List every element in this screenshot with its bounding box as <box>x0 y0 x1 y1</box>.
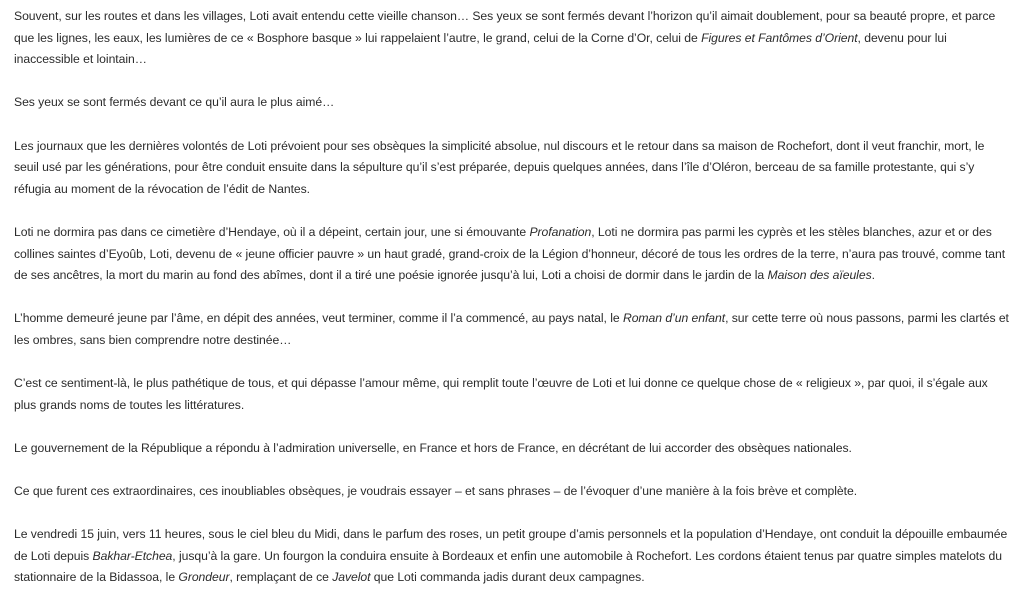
italic-title-text: Roman d’un enfant <box>622 311 726 326</box>
paragraph-text: que Loti commanda jadis durant deux campagnes. <box>370 570 645 585</box>
italic-title-text: Grondeur <box>178 570 230 585</box>
italic-title-text: Maison des aïeules <box>767 268 872 283</box>
article-paragraph <box>14 373 1010 416</box>
article-paragraph <box>14 92 1010 114</box>
article-paragraph <box>14 308 1010 351</box>
italic-title-text: Figures et Fantômes d’Orient <box>701 30 858 45</box>
paragraph-text: Ce que furent ces extraordinaires, ces inoubliables obsèques, je voudrais essayer – et sans phrases – de l’évoquer d’une manière à la fois brève et complète. <box>14 484 858 499</box>
paragraph-text: , sur cette terre où nous passons, parmi les clartés et les ombres, sans bien comprendre notre destinée… <box>14 311 1009 347</box>
paragraph-text: Ses yeux se sont fermés devant ce qu’il aura le plus aimé… <box>14 95 335 110</box>
article-paragraph <box>14 136 1010 201</box>
paragraph-text: , remplaçant de ce <box>229 570 333 585</box>
article-paragraph <box>14 222 1010 287</box>
paragraph-text: Le vendredi 15 juin, vers 11 heures, sous le ciel bleu du Midi, dans le parfum des roses, un petit groupe d’amis personnels et la population d’Hendaye, ont conduit la dépouille embaumée de Loti depuis <box>14 527 1008 563</box>
paragraph-text: Les journaux que les dernières volontés de Loti prévoient pour ses obsèques la simplicité absolue, nul discours et le retour dans sa maison de Rochefort, dont il veut franchir, mort, le seuil usé par les générations, pour être conduit ensuite dans la sépulture qu’il s’est préparée, depuis quelques années, dans l’île d’Oléron, berceau de sa famille protestante, qui s’y réfugia au moment de la révocation de l’édit de Nantes. <box>14 138 985 196</box>
paragraph-text: . <box>871 268 875 283</box>
paragraph-text: Souvent, sur les routes et dans les villages, Loti avait entendu cette vieille chanson… Ses yeux se sont fermés devant l’horizon qu’il aimait doublement, pour sa beauté propre, et parce que les lignes, les eaux, les lumières de ce « Bosphore basque » lui rappelaient l’autre, le grand, celui de la Corne d’Or, celui de <box>14 9 996 45</box>
article-paragraph <box>14 438 1010 460</box>
paragraph-text: , Loti ne dormira pas parmi les cyprès et les stèles blanches, azur et or des collines saintes d’Eyoûb, Loti, devenu de « jeune officier pauvre » un haut gradé, grand-croix de la Légion d’honneur, décoré de tous les ordres de la terre, n’aura pas trouvé, comme tant de ses ancêtres, la mort du marin au fond des abîmes, dont il a tiré une poésie ignorée jusqu’à lui, Loti a choisi de dormir dans le jardin de la <box>14 224 1006 283</box>
italic-title-text: Profanation <box>529 224 592 239</box>
paragraph-text: Loti ne dormira pas dans ce cimetière d’Hendaye, où il a dépeint, certain jour, une si émouvante <box>14 224 530 239</box>
paragraph-text: , devenu pour lui inaccessible et lointain… <box>14 30 947 67</box>
article-paragraph <box>14 524 1010 589</box>
article-paragraph <box>14 6 1010 71</box>
italic-title-text: Bakhar-Etchea <box>92 548 173 563</box>
paragraph-text: Le gouvernement de la République a répondu à l’admiration universelle, en France et hors de France, en décrétant de lui accorder des obsèques nationales. <box>14 440 852 455</box>
article-paragraph <box>14 481 1010 503</box>
paragraph-text: L’homme demeuré jeune par l’âme, en dépit des années, veut terminer, comme il l’a commencé, au pays natal, le <box>14 311 623 326</box>
paragraph-text: , jusqu’à la gare. Un fourgon la conduira ensuite à Bordeaux et enfin une automobile à Rochefort. Les cordons étaient tenus par quatre simples matelots du stationnaire de la Bidassoa, le <box>14 548 1002 585</box>
paragraph-text: C’est ce sentiment-là, le plus pathétique de tous, et qui dépasse l’amour même, qui remplit toute l’œuvre de Loti et lui donne ce quelque chose de « religieux », par quoi, il s’égale aux plus grands noms de toutes les littératures. <box>14 376 988 412</box>
italic-title-text: Javelot <box>332 570 371 585</box>
